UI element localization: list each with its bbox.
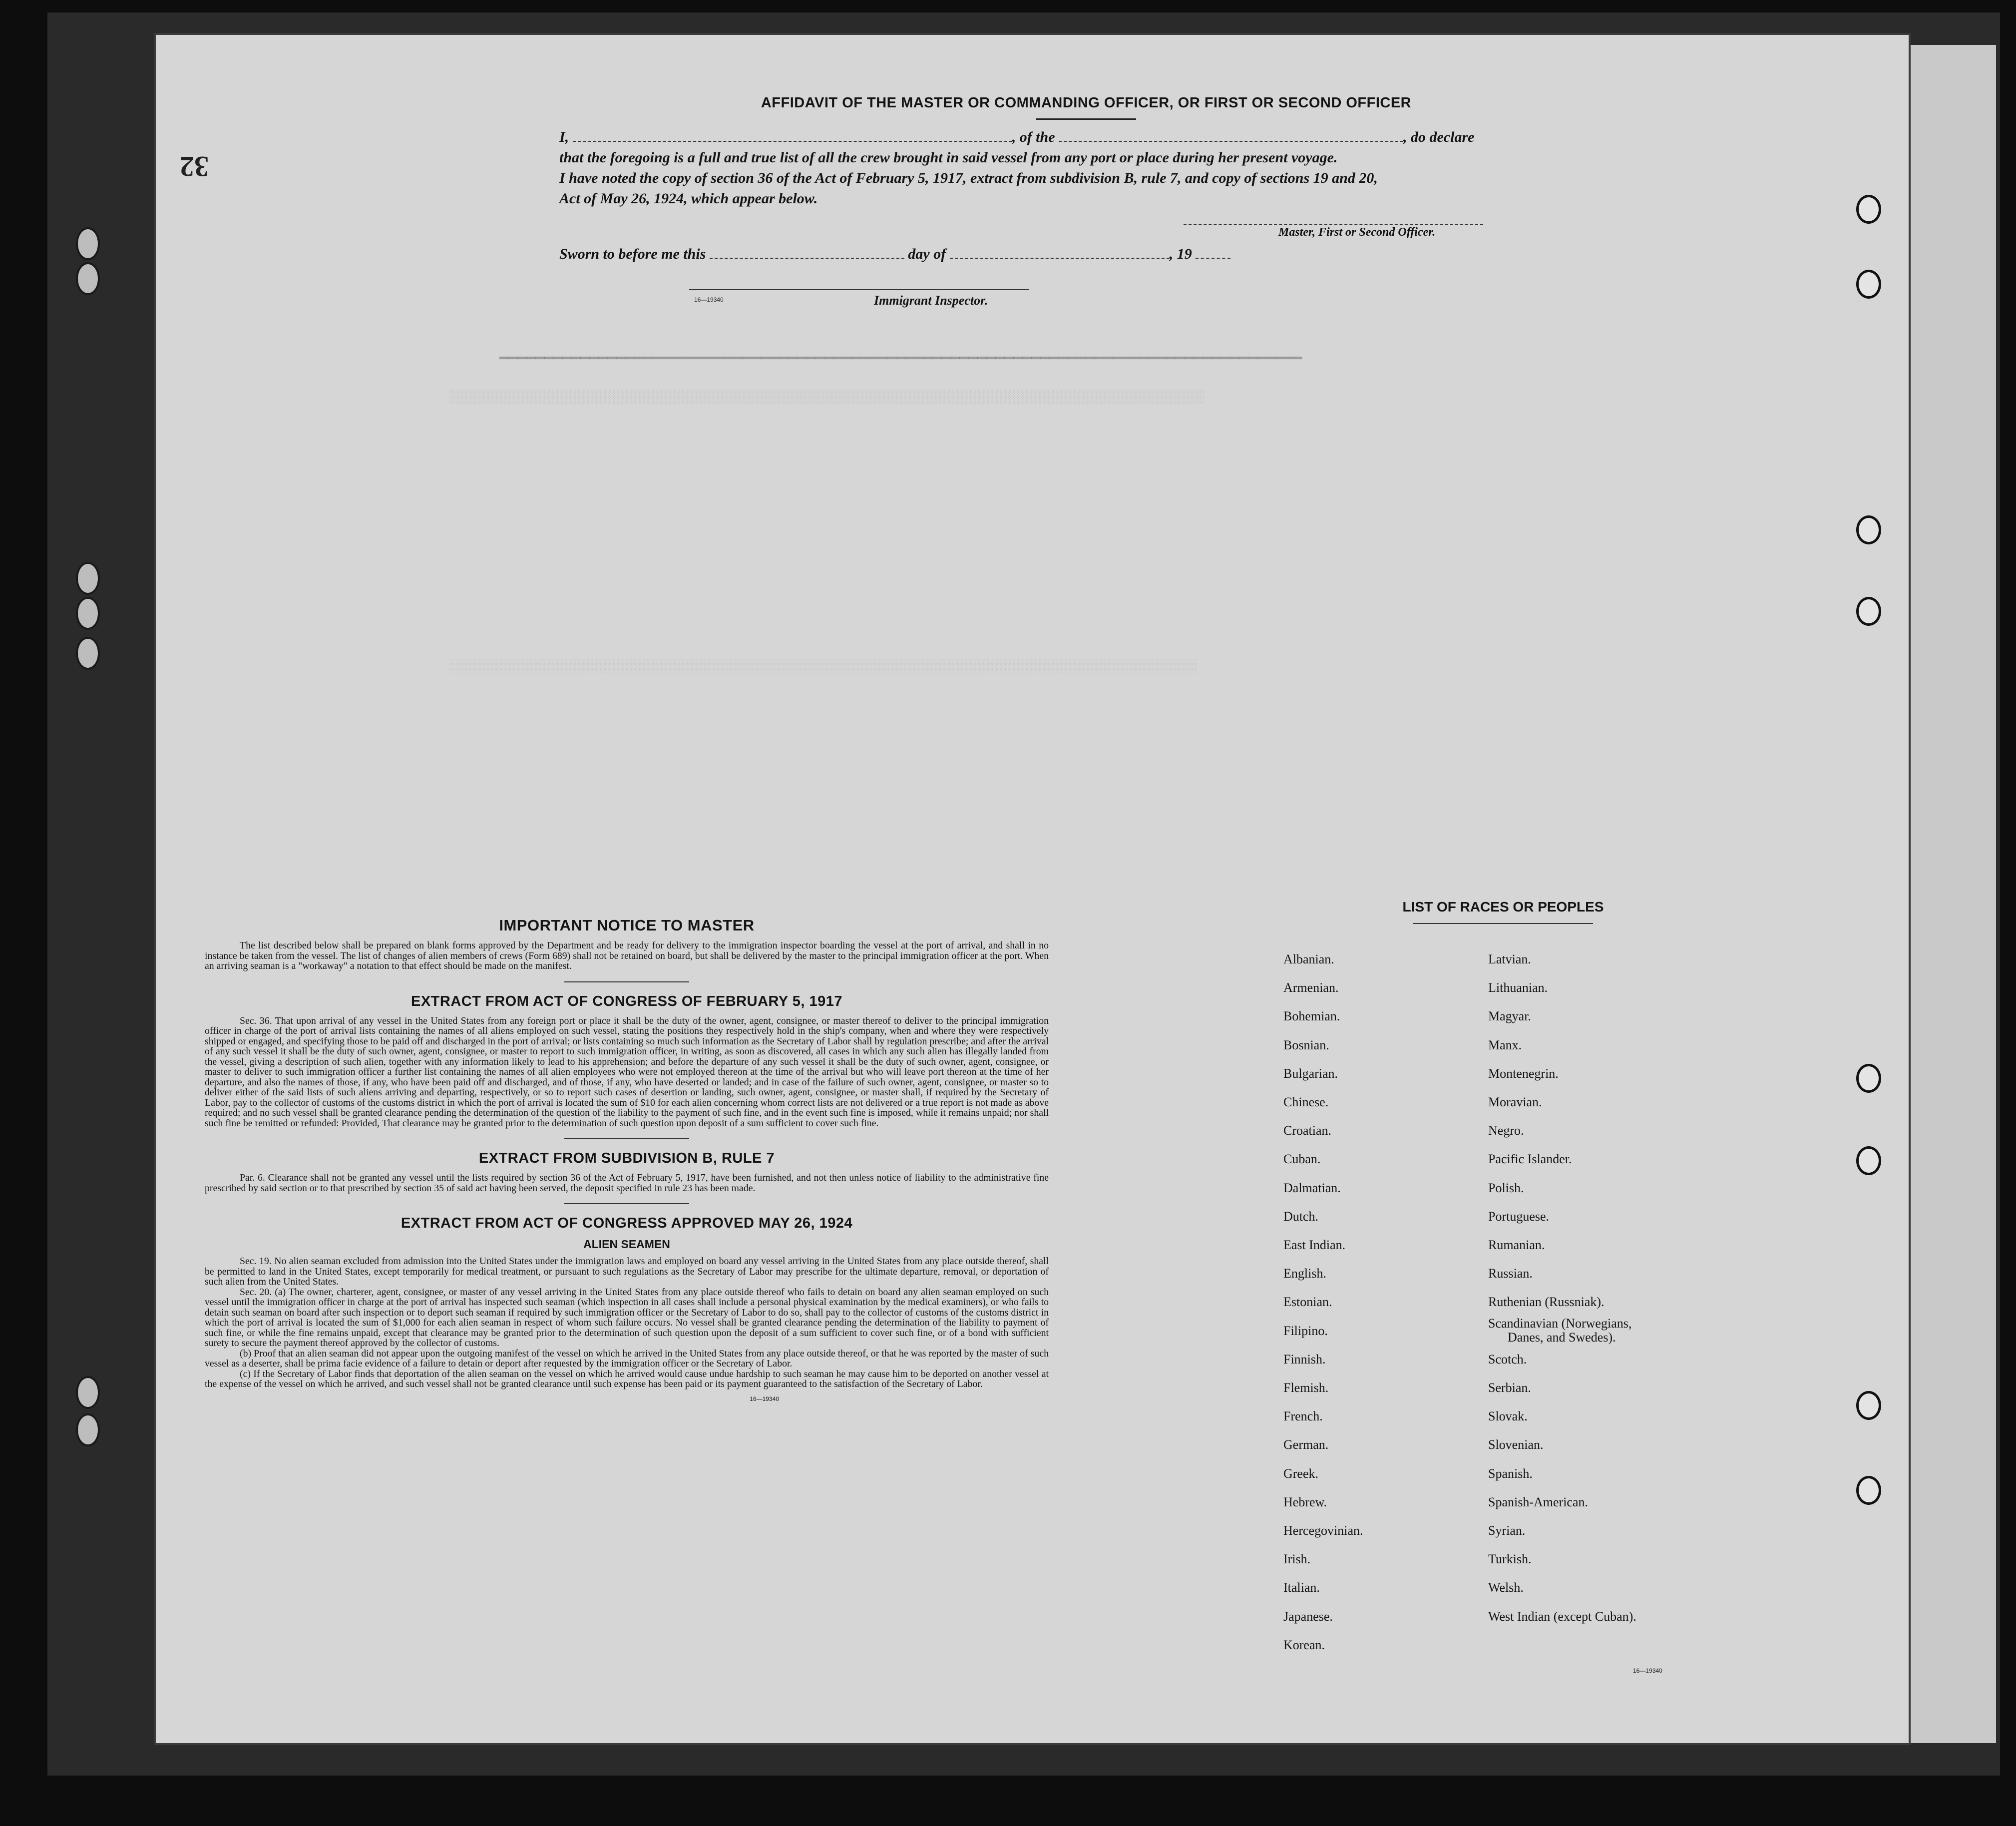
binder-hole-icon (1856, 1476, 1881, 1505)
races-list-section (1258, 899, 1748, 1674)
form-code: 16—19340 (694, 296, 724, 303)
binder-hole-icon (1856, 1391, 1881, 1420)
race-item: Montenegrin. (1488, 1066, 1559, 1081)
race-item: Turkish. (1488, 1552, 1532, 1567)
officer-name-blank[interactable] (573, 129, 1012, 142)
race-item: Cuban. (1283, 1152, 1321, 1167)
title-divider (1036, 118, 1136, 120)
declaration-line-3: I have noted the copy of section 36 of the Act of February 5, 1917, extract from subdivision B, rule 7, and copy of sections 19 and 20, (559, 170, 1378, 186)
race-item: Korean. (1283, 1637, 1325, 1652)
extract-1924-text (205, 1256, 1049, 1389)
sworn-year-blank[interactable] (1196, 246, 1230, 259)
extract-rule7-title: EXTRACT FROM SUBDIVISION B, RULE 7 (478, 1150, 775, 1166)
binder-hole-icon (76, 262, 100, 295)
race-item: Slovenian. (1488, 1437, 1544, 1452)
underlying-page-edge (1909, 45, 1996, 1743)
race-item: Magyar. (1488, 1009, 1531, 1024)
race-item: Scotch. (1488, 1352, 1527, 1367)
form-code: 16—19340 (1633, 1667, 1662, 1674)
race-item: Negro. (1488, 1123, 1524, 1138)
race-item: Polish. (1488, 1180, 1524, 1195)
binder-hole-icon (1856, 597, 1881, 626)
binder-hole-icon (76, 562, 100, 595)
race-item: Bulgarian. (1283, 1066, 1338, 1081)
race-item: Bohemian. (1283, 1009, 1340, 1024)
race-item: Spanish-American. (1488, 1494, 1589, 1509)
races-divider (1413, 923, 1593, 924)
binder-hole-icon (76, 1376, 100, 1409)
declaration-line-2: that the foregoing is a full and true list of all the crew brought in said vessel from any port or place during her present voyage. (559, 149, 1338, 166)
race-item: Chinese. (1283, 1095, 1329, 1110)
extract-1924-title: EXTRACT FROM ACT OF CONGRESS APPROVED MAY 26, 1924 (401, 1215, 853, 1231)
race-item: Dalmatian. (1283, 1180, 1341, 1195)
form-code: 16—19340 (750, 1395, 779, 1402)
races-column-1 (1283, 945, 1363, 1659)
vessel-name-blank[interactable] (1059, 129, 1403, 142)
race-item: East Indian. (1283, 1238, 1346, 1253)
day-of-label: day of (908, 246, 946, 262)
sworn-day-blank[interactable] (710, 246, 904, 259)
race-item: Rumanian. (1488, 1238, 1545, 1253)
legal-notices-section (205, 916, 1049, 1403)
race-item: French. (1283, 1409, 1323, 1424)
race-item: Slovak. (1488, 1409, 1528, 1424)
race-item: Scandinavian (Norwegians, Danes, and Swedes). (1488, 1316, 1632, 1345)
binder-hole-icon (1856, 270, 1881, 299)
race-item: Finnish. (1283, 1352, 1326, 1367)
alien-seamen-subtitle: ALIEN SEAMEN (583, 1238, 670, 1251)
sec-20b-text: (b) Proof that an alien seaman did not appear upon the outgoing manifest of the vessel on which he arrived in the United States from any place outside thereof, or that he was reported by the master of such vessel as a deserter, shall be prima facie evidence of a failure to detain or deport after requested by the immigration officer or the Secretary of Labor. (205, 1348, 1049, 1369)
race-item: Irish. (1283, 1552, 1311, 1567)
affidavit-title: AFFIDAVIT OF THE MASTER OR COMMANDING OFFICER, OR FIRST OR SECOND OFFICER (761, 95, 1412, 111)
sec-19-text: Sec. 19. No alien seaman excluded from admission into the United States under the immigration laws and employed on board any vessel arriving in the United States from any place outside thereof, shall be permitted to land in the United States, except temporarily for medical treatment, or pursuant to such regulations as the Secretary of Labor may prescribe for the ultimate departure, removal, or deportation of such alien from the United States. (205, 1256, 1049, 1287)
race-item: Filipino. (1283, 1323, 1328, 1338)
binder-hole-icon (76, 1413, 100, 1446)
extract-1917-title: EXTRACT FROM ACT OF CONGRESS OF FEBRUARY 5, 1917 (410, 993, 843, 1009)
race-item: Portuguese. (1488, 1209, 1550, 1224)
divider (564, 1203, 689, 1204)
binder-hole-icon (1856, 1064, 1881, 1093)
race-item: Latvian. (1488, 952, 1531, 966)
notice-text: The list described below shall be prepared on blank forms approved by the Department and be ready for delivery to the immigration inspector boarding the vessel at the port of arrival, and shall in no instance be taken from the vessel. The list of changes of alien members of crews (Form 689) shall not be retained on board, but shall be delivered by the master to the principal immigration officer at the port. When an arriving seaman is a "workaway" a notation to that effect should be made on the manifest. (205, 940, 1049, 971)
race-item: Pacific Islander. (1488, 1152, 1572, 1167)
race-item: Japanese. (1283, 1609, 1333, 1624)
affidavit-declaration (559, 127, 1648, 209)
race-item: Croatian. (1283, 1123, 1332, 1138)
of-the-label: , of the (1012, 129, 1055, 145)
race-item: Armenian. (1283, 980, 1339, 995)
divider (564, 981, 689, 982)
declaration-line-4: Act of May 26, 1924, which appear below. (559, 190, 818, 207)
do-declare-label: , do declare (1403, 129, 1475, 145)
page-number: 32 (180, 150, 209, 183)
binder-hole-icon (76, 597, 100, 630)
sec-20c-text: (c) If the Secretary of Labor finds that deportation of the alien seaman on the vessel on which he arrived would cause undue hardship to such seaman he may cause him to be deported on another vessel at the expense of the vessel on which he arrived, and such vessel shall not be granted clearance until such expense has been paid or its payment guaranteed to the satisfaction of the Secretary of Labor. (205, 1368, 1049, 1389)
race-item: West Indian (except Cuban). (1488, 1609, 1636, 1624)
race-item: Dutch. (1283, 1209, 1319, 1224)
races-title: LIST OF RACES OR PEOPLES (1402, 899, 1604, 914)
extract-1917-text: Sec. 36. That upon arrival of any vessel in the United States from any foreign port or place it shall be the duty of the owner, agent, consignee, or master thereof to deliver to the principal immigration officer in charge of the port of arrival lists containing the names of all aliens employed on such vessel, stating the positions they respectively hold in the ship's company, when and where they were respectively shipped or engaged, and specifying those to be paid off and discharged in the port of arrival; or lists containing so much such information as the Secretary of Labor shall by regulation prescribe; and after the arrival of any such vessel it shall be the duty of such owner, agent, consignee, or master to report to such immigration officer, in writing, as soon as discovered, all cases in which any such alien has illegally landed from the vessel, giving a description of such alien, together with any information likely to lead to his apprehension; and before the departure of any such vessel it shall be the duty of such owner, agent, consignee, or master to deliver to such immigration officer a further list containing the names of all alien employees who were not employed thereon at the time of the arrival but who will leave port thereon at the time of her departure, and also the names of those, if any, who have been paid off and discharged, and of those, if any, who have deserted or landed; and in case of the failure of such owner, agent, consignee, or master so to deliver either of the said lists of such aliens arriving and departing, respectively, or so to report such cases of desertion or landing, such owner, agent, consignee, or master shall, if required by the Secretary of Labor, pay to the collector of customs of the customs district in which the port of arrival is located the sum of $10 for each alien concerning whom correct lists are not delivered or a true report is not made as above required; and no such vessel shall be granted clearance pending the determination of the question of the liability to the payment of such fine, and in the event such fine is imposed, while it remains unpaid; nor shall such fine be remitted or refunded: Provided, That clearance may be granted prior to the determination of such question upon deposit of a sum sufficient to cover such fine. (205, 1015, 1049, 1129)
sworn-label: Sworn to before me this (559, 246, 706, 262)
year-prefix: , 19 (1169, 246, 1192, 262)
race-item: Russian. (1488, 1266, 1533, 1281)
race-item: Flemish. (1283, 1380, 1329, 1395)
race-item: Hercegovinian. (1283, 1523, 1363, 1538)
inspector-caption: Immigrant Inspector. (874, 293, 988, 308)
race-item: English. (1283, 1266, 1326, 1281)
affidavit-section (524, 95, 1648, 308)
races-column-2 (1488, 945, 1636, 1631)
race-item: Ruthenian (Russniak). (1488, 1295, 1605, 1310)
race-item: Moravian. (1488, 1095, 1542, 1110)
race-item: Spanish. (1488, 1466, 1533, 1481)
sworn-line (559, 244, 1648, 264)
race-item: Hebrew. (1283, 1494, 1327, 1509)
binder-hole-icon (1856, 1146, 1881, 1175)
race-item: Lithuanian. (1488, 980, 1548, 995)
race-item: Italian. (1283, 1580, 1320, 1595)
signature-caption: Master, First or Second Officer. (1278, 226, 1436, 239)
race-item: Greek. (1283, 1466, 1319, 1481)
race-item: Albanian. (1283, 952, 1334, 966)
race-item: Serbian. (1488, 1380, 1531, 1395)
divider (564, 1138, 689, 1139)
binder-hole-icon (76, 637, 100, 670)
extract-rule7-text: Par. 6. Clearance shall not be granted any vessel until the lists required by section 36 of the Act of February 5, 1917, have been furnished, and not then unless notice of liability to the administrative fine prescribed by said section or to that prescribed by section 35 of said act having been served, the deposit specified in rule 23 has been made. (205, 1172, 1049, 1194)
race-item: German. (1283, 1437, 1329, 1452)
sec-20a-text: Sec. 20. (a) The owner, charterer, agent, consignee, or master of any vessel arriving in the United States from any place outside thereof who fails to detain on board any alien seaman employed on such vessel until the immigration officer in charge at the port of arrival has inspected such seaman (which inspection in all cases shall include a personal physical examination by the medical examiners), or who fails to detain such seaman on board after such inspection or to deport such seaman if required by such immigration officer or the Secretary of Labor to do so, shall pay to the collector of customs of the customs district in which the port of arrival is located the sum of $1,000 for each alien seaman in respect of whom such failure occurs. No vessel shall be granted clearance pending the determination of the liability to payment of such fine, or while the fine remains unpaid, except that clearance may be granted prior to the determination of such question upon the deposit of a sum sufficient to cover such fine, or of a bond with sufficient surety to secure the payment thereof approved by the collector of customs. (205, 1286, 1049, 1349)
sworn-month-blank[interactable] (950, 246, 1170, 259)
notice-title: IMPORTANT NOTICE TO MASTER (499, 916, 755, 934)
race-item: Syrian. (1488, 1523, 1526, 1538)
binder-hole-icon (76, 227, 100, 260)
race-item: Welsh. (1488, 1580, 1524, 1595)
race-item: Manx. (1488, 1037, 1522, 1052)
race-item: Estonian. (1283, 1295, 1332, 1310)
binder-hole-icon (1856, 515, 1881, 544)
binder-hole-icon (1856, 195, 1881, 224)
i-label: I, (559, 129, 569, 145)
race-item: Bosnian. (1283, 1037, 1329, 1052)
